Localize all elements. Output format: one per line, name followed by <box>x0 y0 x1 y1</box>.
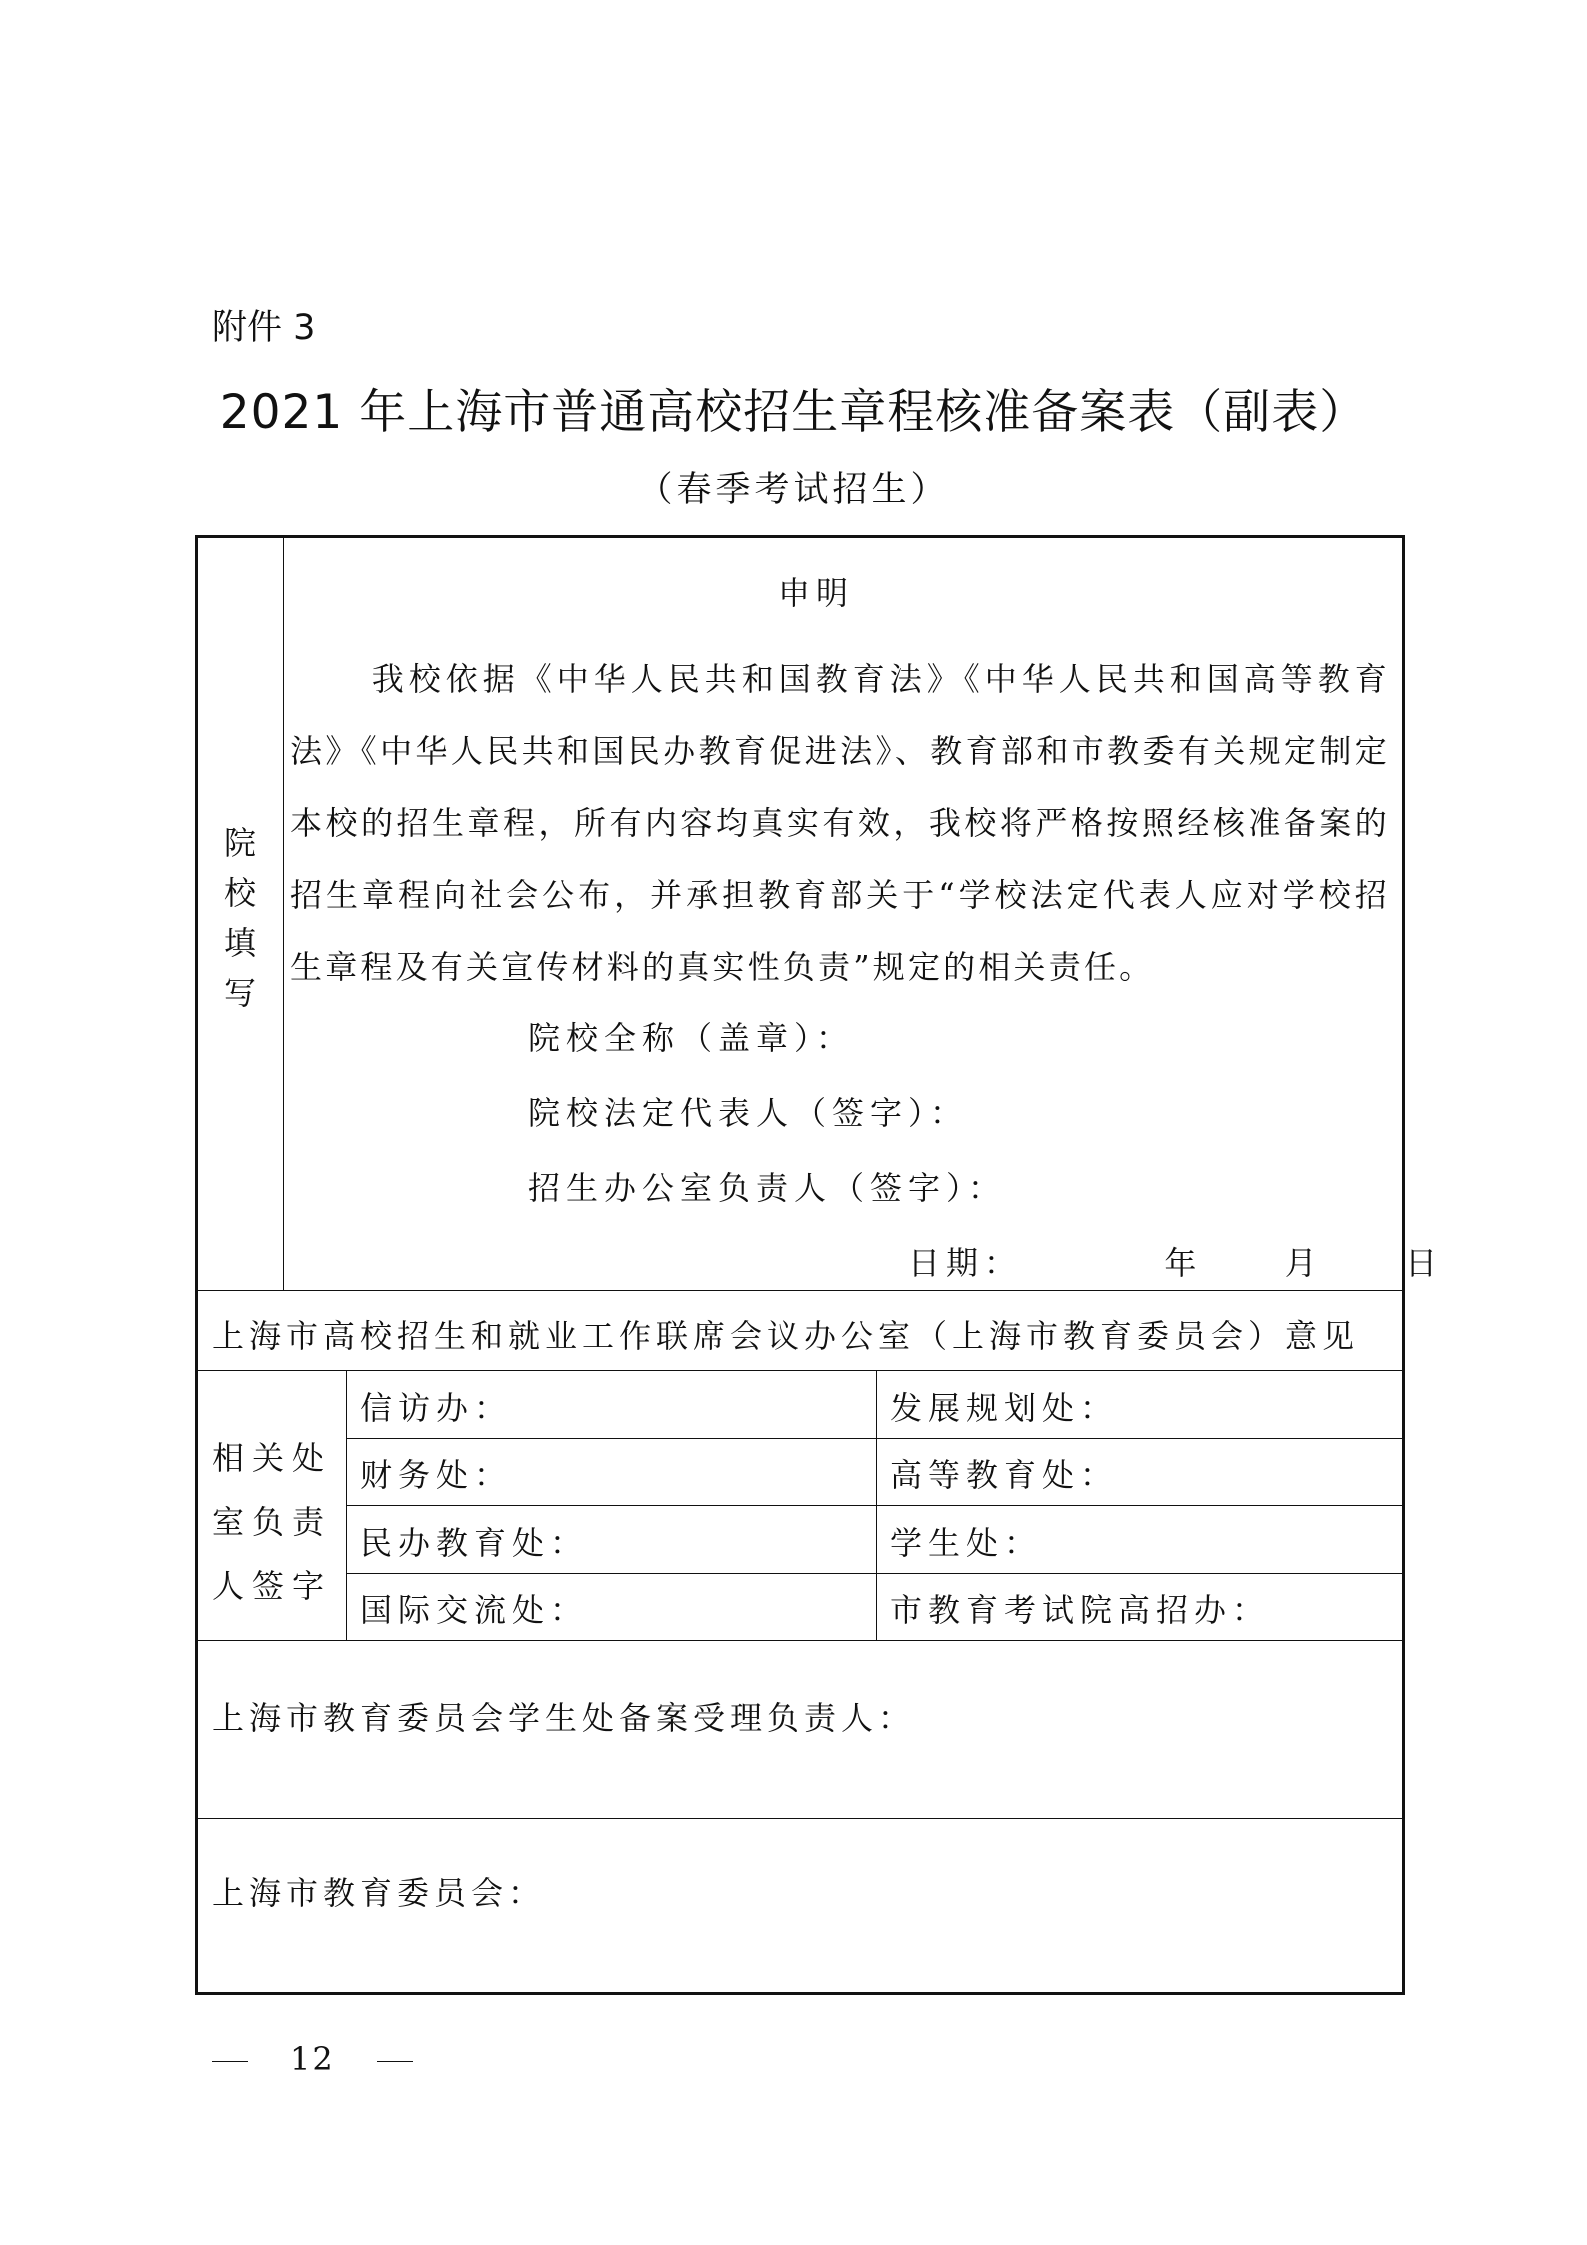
side-label-char: 院 <box>223 824 256 862</box>
dept-development-planning[interactable]: 发展规划处： <box>890 1389 1119 1427</box>
dept-student-affairs[interactable]: 学生处： <box>890 1524 1043 1562</box>
school-full-name-field[interactable]: 院校全称（盖章）： <box>528 1019 855 1057</box>
dept-label-line: 人签字 <box>212 1567 333 1605</box>
page-number-value: 12 <box>290 2040 335 2078</box>
dept-row-divider-1 <box>346 1438 1402 1439</box>
declaration-text: 我校依据《中华人民共和国教育法》《中华人民共和国高等教育法》《中华人民共和国民办教育促进法》、教育部和市教委有关规定制定本校的招生章程，所有内容均真实有效，我校将严格按照经核准备案的招生章程向社会公布，并承担教育部关于“学校法定代表人应对学校招生章程及有关宣传材料的真实性负责”规定的相关责任。 <box>290 660 1390 986</box>
dept-exam-authority-admissions[interactable]: 市教育考试院高招办： <box>890 1591 1271 1629</box>
dept-finance[interactable]: 财务处： <box>360 1456 513 1494</box>
side-label-char: 写 <box>223 974 256 1012</box>
document-subtitle: （春季考试招生） <box>637 470 950 510</box>
dept-letters-visits-office[interactable]: 信访办： <box>360 1389 513 1427</box>
filing-officer-field[interactable]: 上海市教育委员会学生处备案受理负责人： <box>212 1699 916 1737</box>
document-title: 2021 年上海市普通高校招生章程核准备案表（副表） <box>219 385 1368 440</box>
month-label: 月 <box>1284 1244 1323 1282</box>
dept-private-education[interactable]: 民办教育处： <box>360 1524 589 1562</box>
dept-label-line: 室负责 <box>212 1503 333 1541</box>
declaration-title: 申明 <box>778 574 855 612</box>
date-field[interactable] <box>908 1238 1443 1284</box>
dept-section-divider <box>198 1640 1402 1641</box>
declaration-body <box>290 643 1390 1003</box>
page-number <box>212 2040 413 2078</box>
side-label-char: 填 <box>223 924 256 962</box>
dept-label-line: 相关处 <box>212 1439 333 1477</box>
commission-field[interactable]: 上海市教育委员会： <box>212 1874 546 1912</box>
school-fill-label <box>218 818 262 1018</box>
dept-row-divider-2 <box>346 1505 1402 1506</box>
side-column-divider <box>283 538 284 1290</box>
dept-signature-label <box>212 1426 352 1618</box>
attachment-label: 附件 3 <box>212 308 316 348</box>
page-dash-right <box>377 2061 413 2062</box>
legal-representative-field[interactable]: 院校法定代表人（签字）： <box>528 1094 969 1132</box>
filing-form <box>195 535 1444 1995</box>
year-label: 年 <box>1164 1244 1203 1282</box>
dept-row-divider-3 <box>346 1573 1402 1574</box>
opinion-title-divider <box>198 1370 1402 1371</box>
dept-higher-education[interactable]: 高等教育处： <box>890 1456 1119 1494</box>
date-label: 日期： <box>908 1244 1023 1282</box>
opinion-section-title: 上海市高校招生和就业工作联席会议办公室（上海市教育委员会）意见 <box>212 1317 1360 1355</box>
dept-international-exchange[interactable]: 国际交流处： <box>360 1591 589 1629</box>
page-dash-left <box>212 2061 248 2062</box>
day-label: 日 <box>1405 1244 1444 1282</box>
admissions-office-head-field[interactable]: 招生办公室负责人（签字）： <box>528 1169 1007 1207</box>
side-label-char: 校 <box>223 874 256 912</box>
filing-divider <box>198 1818 1402 1819</box>
section-divider <box>198 1290 1402 1291</box>
